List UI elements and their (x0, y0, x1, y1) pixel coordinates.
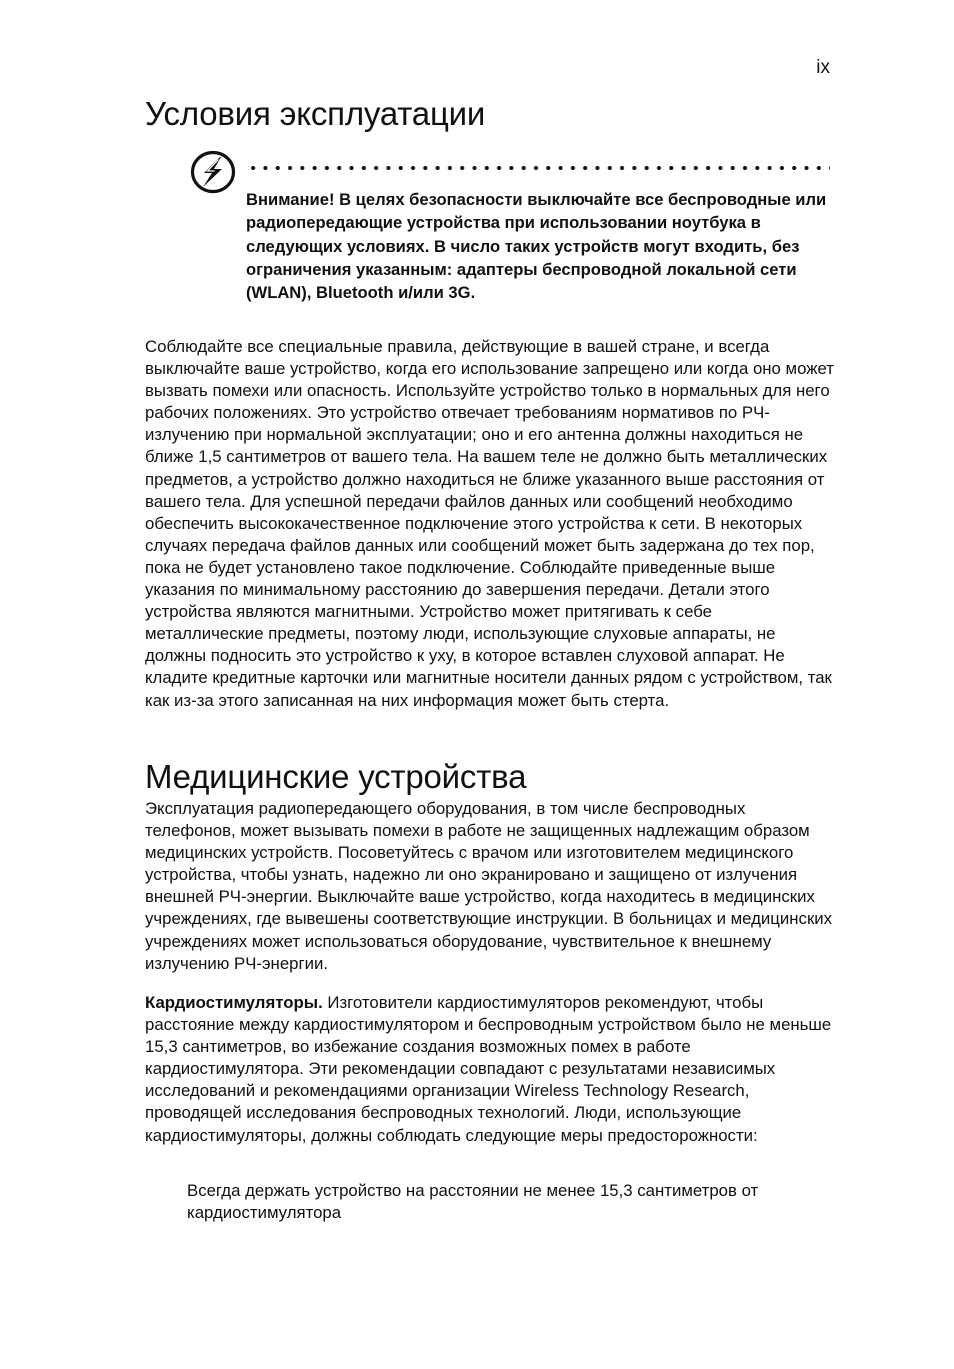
warning-text: Внимание! В целях безопасности выключайте все беспроводные или радиопередающие устройства при использовании ноутбука в следующих условиях. В число таких устройств могут входить, без ограничения указанным: адаптеры беспроводной локальной сети (WLAN), Bluetooth и/или 3G. (246, 190, 827, 303)
section-title-medical-devices: Медицинские устройства (145, 758, 527, 795)
operating-conditions-paragraph: Соблюдайте все специальные правила, действующие в вашей стране, и всегда выключайте ваше устройство, когда его использование запрещено или когда оно может вызвать помехи или опасность. Используйте устройство только в нормальных для него рабочих положениях. Это устройство отвечает требованиям нормативов по РЧ-излучению при нормальной эксплуатации; оно и его антенна должны находиться не ближе 1,5 сантиметров от вашего тела. На вашем теле не должно быть металлических предметов, а устройство должно находиться не ближе указанного выше расстояния от вашего тела. Для успешной передачи файлов данных или сообщений необходимо обеспечить высококачественное подключение этого устройства к сети. В некоторых случаях передача файлов данных или сообщений может быть задержана до тех пор, пока не будет установлено такое подключение. Соблюдайте приведенные выше указания по минимальному расстоянию до завершения передачи. Детали этого устройства являются магнитными. Устройство может притягивать к себе металлические предметы, поэтому люди, использующие слуховые аппараты, не должны подносить это устройство к уху, в которое вставлен слуховой аппарат. Не кладите кредитные карточки или магнитные носители данных рядом с устройством, так как из-за этого записанная на них информация может быть стерта. (145, 337, 834, 710)
list-item: Всегда держать устройство на расстоянии не менее 15,3 сантиметров от кардиостимулятора (187, 1181, 759, 1223)
page-number: ix (816, 57, 830, 78)
section-title-operating-conditions: Условия эксплуатации (145, 95, 486, 132)
lightning-warning-icon (190, 149, 236, 195)
pacemakers-paragraph (145, 992, 835, 1147)
medical-devices-paragraph: Эксплуатация радиопередающего оборудования, в том числе беспроводных телефонов, может вызывать помехи в работе не защищенных надлежащим образом медицинских устройств. Посоветуйтесь с врачом или изготовителем медицинского устройства, чтобы узнать, надежно ли оно экранировано и защищено от излучения внешней РЧ-энергии. Выключайте ваше устройство, когда находитесь в медицинских учреждениях, где вывешены соответствующие инструкции. В больницах и медицинских учреждениях может использоваться оборудование, чувствительное к внешнему излучению РЧ-энергии. (145, 799, 833, 973)
pacemakers-text: Изготовители кардиостимуляторов рекомендуют, чтобы расстояние между кардиостимулятором и беспроводным устройством было не меньше 15,3 сантиметров, во избежание создания возможных помех в работе кардиостимулятора. Эти рекомендации совпадают с результатами независимых исследований и рекомендациями организации Wireless Technology Research, проводящей исследования беспроводных технологий. Люди, использующие кардиостимуляторы, должны соблюдать следующие меры предосторожности: (145, 993, 832, 1145)
warning-dotted-rule (247, 165, 830, 171)
pacemakers-label: Кардиостимуляторы. (145, 993, 323, 1012)
